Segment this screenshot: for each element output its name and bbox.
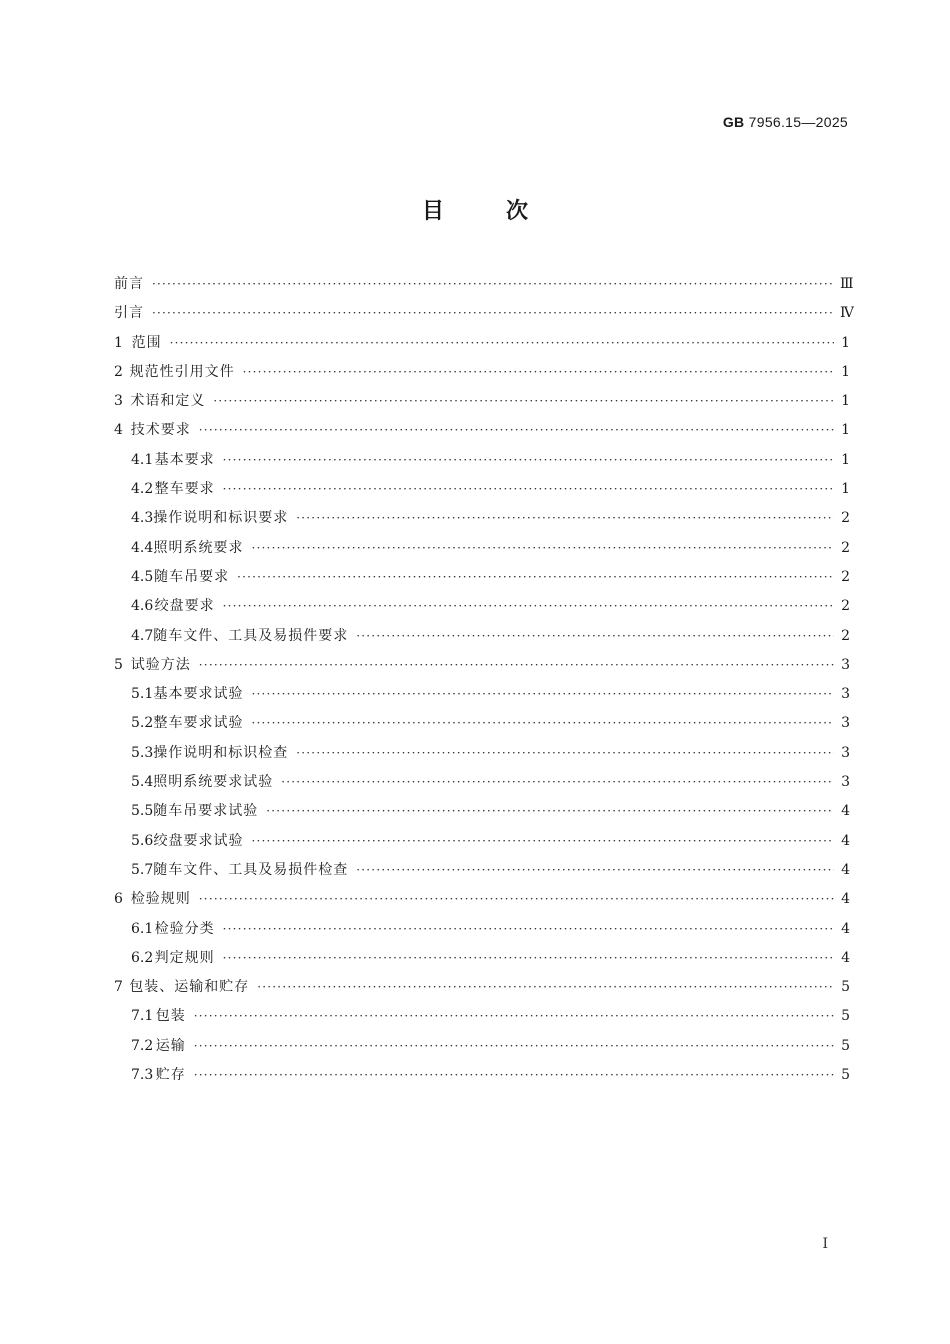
toc-entry-page: 3 — [841, 656, 850, 673]
standard-code: 7956.15—2025 — [748, 114, 848, 130]
toc-entry-label: 前言 — [114, 276, 144, 292]
toc-entry[interactable] — [114, 622, 850, 651]
toc-entry-page: Ⅳ — [840, 305, 854, 322]
dot-leader — [152, 299, 834, 328]
dot-leader — [194, 1032, 834, 1061]
toc-entry-label: 贮存 — [155, 1067, 186, 1084]
toc-entry-page: 5 — [841, 979, 850, 996]
toc-entry-label: 检验分类 — [154, 920, 215, 937]
toc-entry-label: 整车要求试验 — [153, 715, 244, 732]
toc-entry[interactable] — [114, 504, 850, 533]
toc-entry-label: 照明系统要求试验 — [153, 774, 274, 791]
toc-entry-label: 检验规则 — [130, 891, 191, 908]
toc-entry-label: 随车文件、工具及易损件检查 — [153, 861, 349, 878]
dot-leader — [257, 973, 834, 1002]
toc-entry-number: 1 — [114, 334, 123, 351]
toc-entry-number: 5.5 — [131, 803, 154, 820]
toc-entry-label: 照明系统要求 — [153, 539, 244, 556]
toc-entry-number: 5.2 — [131, 715, 154, 732]
toc-entry-label: 规范性引用文件 — [129, 363, 235, 380]
toc-entry-number: 7.2 — [131, 1037, 154, 1054]
toc-entry-page: 1 — [841, 422, 850, 439]
toc-entry-label: 引言 — [114, 305, 144, 322]
toc-entry-label: 包装 — [155, 1008, 186, 1025]
toc-entry-page: Ⅲ — [840, 276, 854, 292]
toc-entry[interactable] — [114, 915, 850, 944]
toc-entry-page: 5 — [841, 1067, 850, 1084]
dot-leader — [223, 592, 834, 621]
toc-entry[interactable] — [114, 446, 850, 475]
dot-leader — [266, 797, 834, 826]
dot-leader — [223, 915, 834, 944]
toc-entry-page: 2 — [841, 568, 850, 585]
toc-entry-label: 试验方法 — [130, 656, 191, 673]
page-number: Ⅰ — [822, 1236, 828, 1252]
toc-entry[interactable] — [114, 563, 850, 592]
toc-entry[interactable] — [114, 1002, 850, 1031]
toc-entry-page: 4 — [841, 949, 850, 966]
dot-leader — [237, 563, 834, 592]
dot-leader — [296, 739, 834, 768]
toc-entry[interactable] — [114, 651, 850, 680]
dot-leader — [252, 709, 834, 738]
toc-entry-page: 4 — [841, 891, 850, 908]
dot-leader — [281, 768, 834, 797]
toc-entry-label: 随车吊要求试验 — [153, 803, 259, 820]
toc-entry-number: 4.6 — [131, 598, 154, 615]
toc-entry[interactable] — [114, 827, 850, 856]
toc-entry-page: 2 — [841, 598, 850, 615]
toc-entry[interactable] — [114, 534, 850, 563]
standard-number — [723, 114, 848, 130]
toc-entry-number: 4.2 — [131, 481, 154, 498]
toc-entry-page: 3 — [841, 715, 850, 732]
toc-entry-number: 4 — [114, 422, 123, 439]
dot-leader — [252, 680, 834, 709]
toc-entry-label: 随车文件、工具及易损件要求 — [153, 627, 349, 644]
toc-entry[interactable] — [114, 1032, 850, 1061]
toc-entry[interactable] — [114, 1061, 850, 1090]
toc-entry-page: 1 — [841, 481, 850, 498]
dot-leader — [152, 270, 834, 299]
dot-leader — [199, 651, 834, 680]
toc-entry-number: 5 — [114, 656, 123, 673]
toc-entry-number: 7.1 — [131, 1008, 154, 1025]
toc-entry-page: 2 — [841, 627, 850, 644]
toc-entry-label: 技术要求 — [130, 422, 191, 439]
toc-entry-number: 5.7 — [131, 861, 154, 878]
table-of-contents — [114, 270, 854, 1090]
toc-entry-number: 3 — [114, 393, 123, 410]
toc-entry-number: 5.1 — [131, 686, 154, 703]
toc-entry-label: 绞盘要求试验 — [153, 832, 244, 849]
toc-entry[interactable] — [114, 329, 850, 358]
toc-entry[interactable] — [114, 475, 850, 504]
dot-leader — [356, 856, 834, 885]
toc-entry[interactable] — [114, 592, 850, 621]
toc-entry-label: 基本要求试验 — [153, 686, 244, 703]
toc-entry-label: 术语和定义 — [130, 393, 206, 410]
toc-entry-label: 随车吊要求 — [154, 568, 230, 585]
standard-prefix: GB — [722, 114, 745, 130]
toc-entry-page: 1 — [841, 451, 850, 468]
toc-entry-number: 4.7 — [131, 627, 154, 644]
toc-entry[interactable] — [114, 387, 850, 416]
toc-entry[interactable] — [114, 416, 850, 445]
dot-leader — [223, 944, 834, 973]
toc-entry-page: 3 — [841, 774, 850, 791]
dot-leader — [243, 358, 834, 387]
toc-entry[interactable] — [114, 944, 850, 973]
toc-entry-label: 操作说明和标识检查 — [153, 744, 289, 761]
toc-entry-page: 4 — [841, 861, 850, 878]
toc-entry-label: 判定规则 — [154, 949, 215, 966]
toc-entry-number: 4.5 — [131, 568, 154, 585]
dot-leader — [199, 885, 834, 914]
dot-leader — [223, 446, 834, 475]
toc-entry[interactable] — [114, 709, 850, 738]
dot-leader — [199, 416, 834, 445]
toc-entry-number: 6.1 — [131, 920, 154, 937]
toc-entry-number: 5.3 — [131, 744, 154, 761]
toc-entry[interactable] — [114, 797, 850, 826]
toc-entry-number: 5.4 — [131, 774, 154, 791]
toc-entry-number: 4.4 — [131, 539, 154, 556]
toc-entry-number: 4.1 — [131, 451, 154, 468]
toc-entry[interactable] — [114, 768, 850, 797]
page-title: 目次 — [421, 199, 590, 224]
toc-entry-page: 5 — [841, 1008, 850, 1025]
toc-entry-page: 4 — [841, 920, 850, 937]
dot-leader — [296, 504, 834, 533]
dot-leader — [356, 622, 834, 651]
dot-leader — [252, 827, 834, 856]
dot-leader — [170, 329, 834, 358]
toc-entry-number: 6 — [114, 891, 123, 908]
toc-entry-page: 3 — [841, 744, 850, 761]
dot-leader — [223, 475, 834, 504]
toc-entry-page: 4 — [841, 803, 850, 820]
toc-entry-number: 2 — [114, 363, 123, 380]
toc-entry-label: 绞盘要求 — [154, 598, 215, 615]
toc-entry-label: 范围 — [131, 334, 162, 351]
toc-entry[interactable] — [114, 358, 850, 387]
dot-leader — [252, 534, 834, 563]
toc-entry-number: 4.3 — [131, 510, 154, 527]
toc-entry-number: 7.3 — [131, 1067, 154, 1084]
toc-entry-number: 5.6 — [131, 832, 154, 849]
toc-entry[interactable] — [114, 270, 854, 299]
toc-entry-number: 6.2 — [131, 949, 154, 966]
toc-entry[interactable] — [114, 973, 850, 1002]
toc-entry-page: 2 — [841, 510, 850, 527]
toc-entry-number: 7 — [114, 979, 123, 996]
toc-entry-page: 1 — [841, 363, 850, 380]
toc-entry-page: 2 — [841, 539, 850, 556]
toc-entry-page: 3 — [841, 686, 850, 703]
toc-entry-page: 4 — [841, 832, 850, 849]
toc-entry-label: 包装、运输和贮存 — [129, 979, 250, 996]
toc-entry[interactable] — [114, 885, 850, 914]
toc-entry[interactable] — [114, 856, 850, 885]
toc-entry[interactable] — [114, 299, 854, 328]
toc-entry-page: 5 — [841, 1037, 850, 1054]
toc-entry-label: 基本要求 — [154, 451, 215, 468]
toc-entry[interactable] — [114, 739, 850, 768]
toc-entry-page: 1 — [841, 393, 850, 410]
dot-leader — [194, 1002, 834, 1031]
dot-leader — [194, 1061, 834, 1090]
toc-entry[interactable] — [114, 680, 850, 709]
toc-entry-label: 整车要求 — [154, 481, 215, 498]
dot-leader — [213, 387, 834, 416]
toc-entry-label: 运输 — [155, 1037, 186, 1054]
toc-entry-page: 1 — [841, 334, 850, 351]
toc-entry-label: 操作说明和标识要求 — [153, 510, 289, 527]
